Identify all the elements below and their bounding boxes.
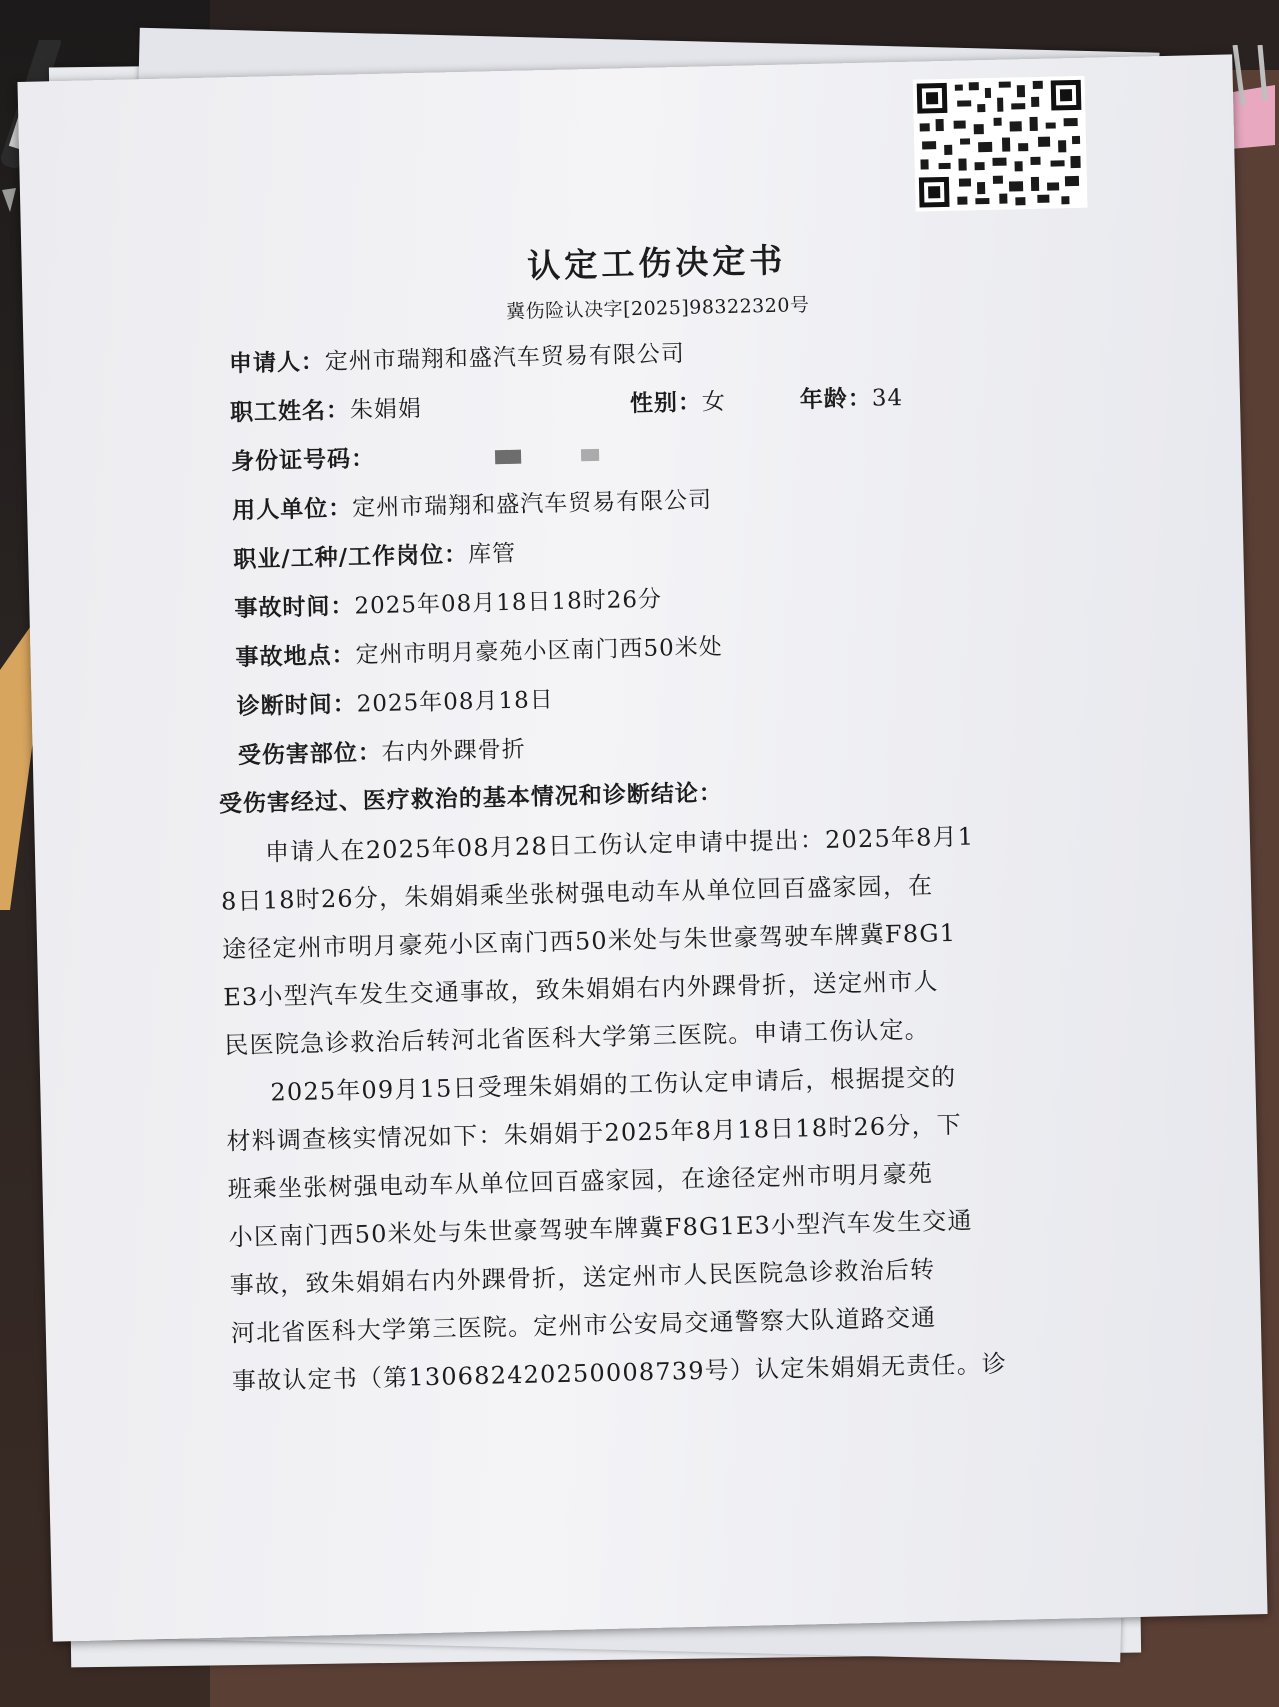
- accident-place-value: 定州市明月豪苑小区南门西50米处: [355, 634, 724, 669]
- diagnosis-time-label: 诊断时间：: [236, 690, 357, 721]
- position-label: 职业/工种/工作岗位：: [233, 540, 469, 574]
- worker-name-label: 职工姓名：: [229, 396, 351, 427]
- gender-value: 女: [701, 388, 727, 416]
- applicant-value: 定州市瑞翔和盛汽车贸易有限公司: [324, 340, 686, 376]
- accident-time-row: [234, 580, 662, 623]
- age-value: 34: [871, 384, 904, 412]
- injury-part-row: [237, 731, 526, 771]
- body-line: 民医院急诊救治后转河北省医科大学第三医院。申请工伤认定。: [224, 1015, 931, 1060]
- diagnosis-time-row: [236, 681, 554, 721]
- body-line: 材料调查核实情况如下：朱娟娟于2025年8月18日18时26分，下: [226, 1110, 963, 1156]
- document-number: 冀伤险认决字[2025]98322320号: [505, 294, 810, 323]
- section-heading: 受伤害经过、医疗救治的基本情况和诊断结论：: [218, 779, 724, 818]
- worker-row: [230, 390, 423, 427]
- body-line: 2025年09月15日受理朱娟娟的工伤认定申请后，根据提交的: [270, 1062, 957, 1107]
- qr-code-icon: [913, 76, 1088, 212]
- body-line: 申请人在2025年08月28日工伤认定申请中提出：2025年8月1: [264, 822, 975, 867]
- accident-time-value: 2025年08月18日18时26分: [354, 586, 663, 620]
- document-title: 认定工伤决定书: [526, 240, 787, 286]
- accident-time-label: 事故时间：: [234, 592, 355, 623]
- employer-row: [232, 481, 713, 525]
- body-line: 小区南门西50米处与朱世豪驾驶车牌冀F8G1E3小型汽车发生交通: [228, 1206, 973, 1252]
- applicant-label: 申请人：: [228, 348, 326, 378]
- injury-part-label: 受伤害部位：: [237, 738, 383, 770]
- body-line: 途径定州市明月豪苑小区南门西50米处与朱世豪驾驶车牌冀F8G1: [221, 918, 957, 964]
- id-label: 身份证号码：: [230, 444, 376, 476]
- body-line: 8日18时26分，朱娟娟乘坐张树强电动车从单位回百盛家园，在: [220, 871, 934, 916]
- employer-label: 用人单位：: [231, 494, 353, 525]
- body-line: 河北省医科大学第三医院。定州市公安局交通警察大队道路交通: [230, 1303, 937, 1348]
- position-row: [233, 535, 516, 574]
- gender-label: 性别：: [629, 388, 703, 418]
- gender-row: [629, 383, 726, 418]
- age-row: [799, 379, 903, 414]
- body-line: 事故认定书（第130682420250008739号）认定朱娟娟无责任。诊: [231, 1349, 1008, 1396]
- accident-place-row: [235, 628, 723, 672]
- document-page: [17, 54, 1267, 1641]
- position-value: 库管: [467, 540, 517, 568]
- employer-value: 定州市瑞翔和盛汽车贸易有限公司: [351, 487, 713, 522]
- applicant-row: [228, 335, 685, 378]
- redaction-mark-2: [581, 449, 599, 461]
- body-line: 班乘坐张树强电动车从单位回百盛家园，在途径定州市明月豪苑: [227, 1159, 934, 1204]
- injury-part-value: 右内外踝骨折: [381, 736, 527, 766]
- redaction-mark: [495, 450, 521, 465]
- id-row: [231, 435, 600, 476]
- document-content: [192, 57, 1146, 1577]
- diagnosis-time-value: 2025年08月18日: [356, 686, 554, 718]
- body-line: 事故，致朱娟娟右内外踝骨折，送定州市人民医院急诊救治后转: [229, 1255, 936, 1300]
- worker-name-value: 朱娟娟: [349, 395, 423, 424]
- body-line: E3小型汽车发生交通事故，致朱娟娟右内外踝骨折，送定州市人: [222, 967, 940, 1012]
- accident-place-label: 事故地点：: [235, 641, 356, 672]
- age-label: 年龄：: [799, 384, 873, 414]
